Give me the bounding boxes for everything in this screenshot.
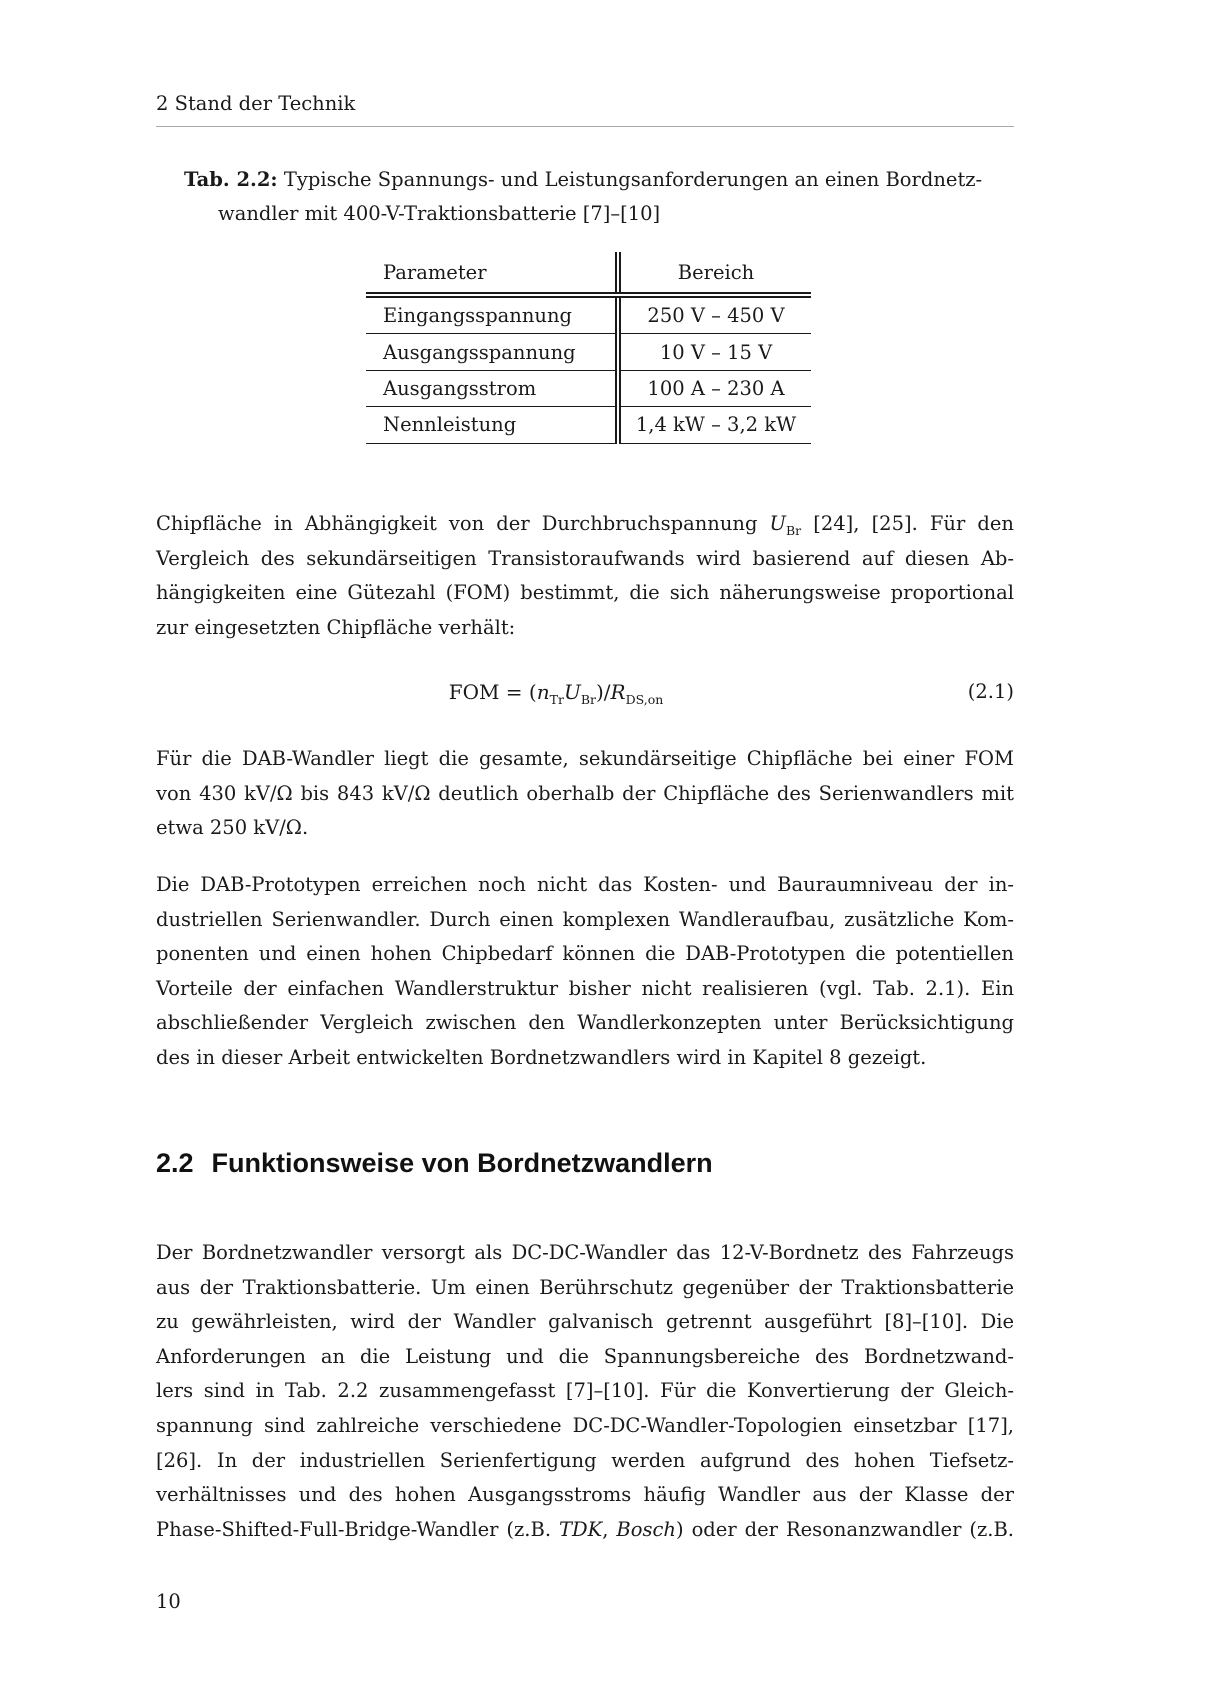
text-line: hängigkeiten eine Gütezahl (FOM) bestimmt, die sich näherungsweise proportional — [156, 581, 1014, 605]
text-line — [156, 507, 1014, 542]
text-segment: [24], [25]. Für den — [801, 512, 1014, 535]
open-paren: ( — [528, 680, 537, 704]
cell-parameter: Eingangsspannung — [383, 304, 573, 328]
table-row — [366, 334, 811, 370]
requirements-table — [366, 252, 811, 444]
page-number: 10 — [156, 1590, 181, 1613]
paragraph-fom-vergleich — [156, 742, 1014, 846]
column-header-parameter: Parameter — [366, 252, 618, 295]
table-row — [366, 370, 811, 406]
paragraph-bordnetzwandler — [156, 1236, 1014, 1547]
text-line: abschließender Vergleich zwischen den Wandlerkonzepten unter Berücksichtigung — [156, 1011, 1014, 1035]
text-line: Für die DAB-Wandler liegt die gesamte, sekundärseitige Chipfläche bei einer FOM — [156, 747, 1014, 770]
text-line: Die DAB-Prototypen erreichen noch nicht das Kosten- und Bauraumniveau der in- — [156, 873, 1014, 896]
text-segment: ) oder der Resonanzwandler (z.B. — [675, 1517, 1014, 1541]
text-line: verhältnisses und des hohen Ausgangsstroms häufig Wandler aus der Klasse der — [156, 1483, 1014, 1507]
brand-tdk: TDK — [559, 1517, 603, 1541]
text-line: ponenten und einen hohen Chipbedarf können die DAB-Prototypen die potentiellen — [156, 942, 1014, 966]
text-line: Vorteile der einfachen Wandlerstruktur bisher nicht realisieren (vgl. Tab. 2.1). Ein — [156, 976, 1014, 1000]
table-caption-text: Typische Spannungs- und Leistungsanforderungen an einen Bordnetz- — [277, 168, 983, 191]
text-line: Vergleich des sekundärseitigen Transistoraufwands wird basierend auf diesen Ab- — [156, 546, 1014, 570]
equation-2-1 — [156, 672, 1014, 712]
variable-u: U — [769, 512, 786, 535]
text-line: etwa 250 kV/Ω. — [156, 816, 309, 840]
requirements-table-header — [366, 252, 811, 295]
paragraph-chipflaeche — [156, 507, 1014, 645]
division-slash: / — [603, 680, 611, 704]
equation-body — [156, 672, 956, 712]
running-head-rule — [156, 126, 1014, 127]
text-line: des in dieser Arbeit entwickelten Bordnetzwandlers wird in Kapitel 8 gezeigt. — [156, 1045, 927, 1069]
text-line: von 430 kV/Ω bis 843 kV/Ω deutlich oberhalb der Chipfläche des Serienwandlers mit — [156, 781, 1014, 805]
section-title: Funktionsweise von Bordnetzwandlern — [211, 1148, 713, 1178]
cell-bereich: 10 V – 15 V — [618, 334, 811, 370]
variable-n: n — [536, 680, 550, 704]
text-line: dustriellen Serienwandler. Durch einen komplexen Wandleraufbau, zusätzliche Kom- — [156, 907, 1014, 931]
text-line: Der Bordnetzwandler versorgt als DC-DC-Wandler das 12-V-Bordnetz des Fahrzeugs — [156, 1241, 1014, 1264]
text-line: zu gewährleisten, wird der Wandler galvanisch getrennt ausgeführt [8]–[10]. Die — [156, 1310, 1014, 1334]
cell-bereich: 1,4 kW – 3,2 kW — [618, 407, 811, 443]
section-heading-2-2 — [156, 1147, 1014, 1179]
equation-lhs: FOM = — [448, 680, 529, 704]
text-line: lers sind in Tab. 2.2 zusammengefasst [7]–[10]. Für die Konvertierung der Gleich- — [156, 1379, 1014, 1403]
column-header-bereich: Bereich — [618, 252, 811, 295]
brand-bosch: Bosch — [616, 1517, 676, 1541]
table-caption — [184, 163, 1004, 230]
subscript-br: Br — [785, 522, 802, 538]
section-number: 2.2 — [156, 1148, 194, 1178]
cell-parameter: Ausgangsstrom — [366, 370, 618, 406]
text-segment: Phase-Shifted-Full-Bridge-Wandler (z.B. — [156, 1517, 560, 1541]
text-line: aus der Traktionsbatterie. Um einen Berührschutz gegenüber der Traktionsbatterie — [156, 1275, 1014, 1299]
subscript-br: Br — [580, 692, 596, 707]
cell-bereich: 250 V – 450 V — [618, 295, 811, 334]
variable-r: R — [610, 680, 626, 704]
running-head-text: 2 Stand der Technik — [156, 92, 356, 115]
text-line: spannung sind zahlreiche verschiedene DC-DC-Wandler-Topologien einsetzbar [17], — [156, 1413, 1014, 1437]
table-caption-label: Tab. 2.2: — [184, 168, 278, 191]
table-header-row — [366, 252, 811, 295]
equation-number: (2.1) — [967, 680, 1014, 703]
subscript-tr: Tr — [549, 692, 564, 707]
variable-u: U — [563, 680, 581, 704]
running-head — [156, 92, 1014, 116]
table-row — [366, 295, 811, 334]
text-line: [26]. In der industriellen Serienfertigung werden aufgrund des hohen Tiefsetz- — [156, 1448, 1014, 1472]
table-row — [366, 407, 811, 443]
cell-parameter: Ausgangsspannung — [366, 334, 618, 370]
text-line — [156, 1513, 1014, 1548]
table-caption-line1 — [184, 163, 1004, 197]
paragraph-dab-prototypen — [156, 868, 1014, 1076]
cell-parameter: Nennleistung — [366, 407, 618, 443]
text-segment: , — [602, 1517, 617, 1541]
subscript-dson: DS,on — [625, 692, 664, 707]
text-segment: Chipfläche in Abhängigkeit von der Durchbruchspannung — [156, 512, 770, 535]
text-line: zur eingesetzten Chipfläche verhält: — [156, 615, 516, 639]
close-paren: ) — [595, 680, 604, 704]
cell-bereich: 100 A – 230 A — [618, 370, 811, 406]
table-caption-line2: wandler mit 400-V-Traktionsbatterie [7]–[10] — [218, 201, 661, 225]
text-line: Anforderungen an die Leistung und die Spannungsbereiche des Bordnetzwand- — [156, 1344, 1014, 1368]
